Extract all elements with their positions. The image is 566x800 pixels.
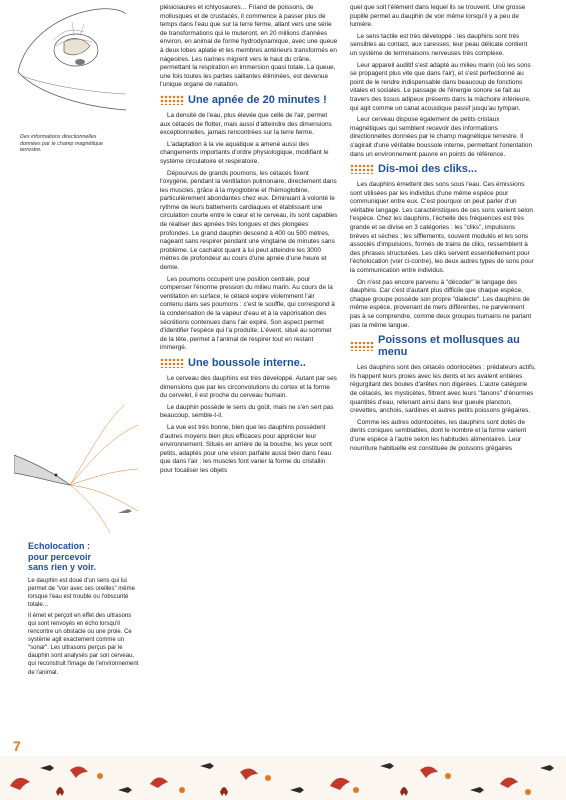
section-heading xyxy=(350,163,536,175)
echolocation-paragraph: Il émet et perçoit en effet des ultrasons qui sont renvoyés en écho lorsqu'il rencontre un obstacle ou une proie. Ce système agit exactement comme un "sonar". Les ultrasons perçus par le dauphin sont analysés par son cerveau, qui reconstruit l'image de l'environnement de l'animal. xyxy=(28,612,139,676)
section-heading-text: Dis-moi des cliks... xyxy=(378,163,478,176)
paragraph: On n'est pas encore parvenu à "décoder" le langage des dauphins. Car c'est d'autant plus difficile que chaque espèce, chaque groupe possède son propre "dialecte". Les dauphins de même espèce, provenant de mers différentes, ne parviennent pas à se comprendre, comme deux groupes humains ne parlant pas la même langue. xyxy=(350,278,532,329)
paragraph: quel que soit l'élément dans lequel ils se trouvent. Une grosse pupille permet au dauphin de voir même lorsqu'il y a peu de lumière. xyxy=(350,4,526,29)
text-column-1 xyxy=(160,4,338,479)
echolocation-title-line-1: Echolocation : xyxy=(28,541,91,551)
paragraph: Leur appareil auditif s'est adapté au milieu marin (où les sons se propagent plus vite que dans l'air), et s'est perfectionné au point de le rendre indispensable dans beaucoup de fonctions vitales et sociales. Le passage de l'énergie sonore se fait au travers des tissus adipeux présents dans la mâchoire inférieure, qui agit comme un canal acoustique passif jusqu'au tympan. xyxy=(350,61,531,112)
marine-creatures-footer xyxy=(0,756,566,800)
paragraph: La densité de l'eau, plus élevée que celle de l'air, permet aux cétacés de flotter, mais aussi d'atteindre des dimensions exceptionnelles, jamais rencontrées sur la terre ferme. xyxy=(160,111,332,137)
section-heading xyxy=(160,94,338,106)
echolocation-title-line-2: pour percevoir xyxy=(28,551,92,562)
section-heading-text: Une boussole interne.. xyxy=(188,356,306,369)
paragraph: L'adaptation à la vie aquatique a amené aussi des changements importants d'ordre physiologique, modifiant le système circulatoire et respiratoire. xyxy=(160,140,329,165)
dots-ornament-icon xyxy=(350,341,374,351)
dolphin-head-illustration xyxy=(14,2,132,127)
page-number: 7 xyxy=(13,738,21,754)
paragraph: plésiosaures et ichtyosaures… Friand de poissons, de mollusques et de crustacés, il commence à passer plus de temps dans l'eau que sur la terre ferme, allant vers une série de transformations qui le muteront, en 20 millions d'années environ, en animal de forme hydrodynamique, avec une queue à deux lobes aplatie et les membres antérieurs transformés en nageoires. Les narines migrent vers le haut du crâne, permettant la respiration en immersion quasi totale. La queue, une fois toutes les parties saillantes éliminées, est devenue l'unique organe de natation. xyxy=(160,4,338,89)
paragraph: Leur cerveau dispose également de petits cristaux magnétiques qui semblent recevoir des informations directionnelles données par le champ magnétique terrestre. Il s'agirait d'une véritable boussole interne, permettant l'orientation dans un environnement pauvre en points de référence. xyxy=(350,116,532,158)
paragraph: Les dauphins émettent des sons sous l'eau. Ces émissions sont utilisées par les individus d'une même espèce pour communiquer entre eux. C'est pourquoi on peut parler d'un véritable langage. Les caractéristiques de ces sons varient selon l'espèce. Chez les dauphins, l'échelle des fréquences est très grande et se divise en 3 catégories : les "cliks", impulsions brèves et sèches ; les sifflements, souvent modulés et les sons associés d'impulsions, formés de trains de cliks, ressemblent à des phrases structurées. Les cliks servent essentiellement pour l'écholocation (voir ci-contre), les deux autres types de sons pour la communication entre individus. xyxy=(350,181,534,275)
paragraph: Le cerveau des dauphins est très développé. Autant par ses dimensions que par les circonvolutions du cortex et la forme du cervelet, il est proche du cerveau humain. xyxy=(160,374,337,400)
paragraph: Les dauphins sont des cétacés odontocètes : prédateurs actifs, ils happent leurs proies avec les dents et les avalent entières régurgitant des boules d'arêtes non digérées. L'autre catégorie de cétacés, les mysticètes, filtrent avec leurs "fanons" d'énormes quantités d'eau, retenant ainsi dans leur gueule plancton, crevettes, anchois, sardines et autres petits poissons grégaires. xyxy=(350,364,536,415)
section-heading-text: Une apnée de 20 minutes ! xyxy=(188,93,327,106)
echolocation-paragraph: Le dauphin est doué d'un sens qui lui permet de "voir avec ses oreilles" même lorsque l'eau est trouble ou l'obscurité totale… xyxy=(28,577,135,608)
illustration-caption: Des informations directionnelles données par le champ magnétique terrestre. xyxy=(20,134,104,154)
dots-ornament-icon xyxy=(160,95,184,105)
section-heading xyxy=(350,334,536,358)
echolocation-title xyxy=(28,541,140,573)
paragraph: Le dauphin possède le sens du goût, mais ne s'en sert pas beaucoup, semble-t-il. xyxy=(160,403,334,420)
text-column-2 xyxy=(350,4,536,456)
dots-ornament-icon xyxy=(350,164,374,174)
echolocation-diagram xyxy=(14,385,140,535)
echolocation-title-line-3: sans rien y voir. xyxy=(28,562,97,572)
section-heading-text: Poissons et mollusques au menu xyxy=(378,334,520,359)
paragraph: Les poumons occupent une position centrale, pour compenser l'énorme pression du milieu marin. Au cours de la ventilation en surface, le cétacé expire violemment l'air contenu dans ses poumons : c'est le souffle, qui correspond à la condensation de la vapeur d'eau et à la vaporisation des sécrétions contenues dans l'air expiré. Son aspect permet d'identifier l'espèce qui l'a produite. L'évent, situé au sommet de la tête, permet à l'animal de respirer tout en restant immergé. xyxy=(160,275,335,352)
echolocation-box xyxy=(28,541,140,680)
paragraph: La vue est très bonne, bien que les dauphins possèdent d'autres moyens bien plus efficaces pour apprécier leur environnement. Situés en arrière de la bouche, les yeux sont petits, adaptés pour une vision parfaite aussi bien dans l'eau que dans l'air : les muscles font varier la forme du cristallin pour focaliser les objets xyxy=(160,423,332,474)
paragraph: Dépourvus de grands poumons, les cétacés fixent l'oxygène, pendant la ventilation pulmonaire, directement dans les muscles, grâce à la myoglobine et l'hémoglobine, particulièrement abondantes chez eux. Diminuant à volonté le rythme de leurs battements cardiaques et établissant une circulation courte entre le cœur et le cerveau, ils sont capables de réaliser des apnées très longues et des plongées profondes. Le grand dauphin descend à 400 ou 500 mètres, nageant sans respirer pendant une vingtaine de minutes sans problème. Le cachalot quant à lui peut atteindre les 3000 mètres de profondeur au cours d'une apnée d'une heure et demie. xyxy=(160,169,338,272)
dots-ornament-icon xyxy=(160,358,184,368)
section-heading xyxy=(160,357,338,369)
paragraph: Comme les autres odontocètes, les dauphins sont dotés de dents coniques semblables, dont le nombre et la forme varient d'une espèce à l'autre selon les habitudes alimentaires. Leur nourriture habituelle est constituée de poissons grégaires xyxy=(350,418,527,452)
paragraph: Le sens tactile est très développé : les dauphins sont très sensibles au contact, aux caresses; leur peau délicate contient un système de terminaisons nerveuses très complexe. xyxy=(350,32,528,57)
